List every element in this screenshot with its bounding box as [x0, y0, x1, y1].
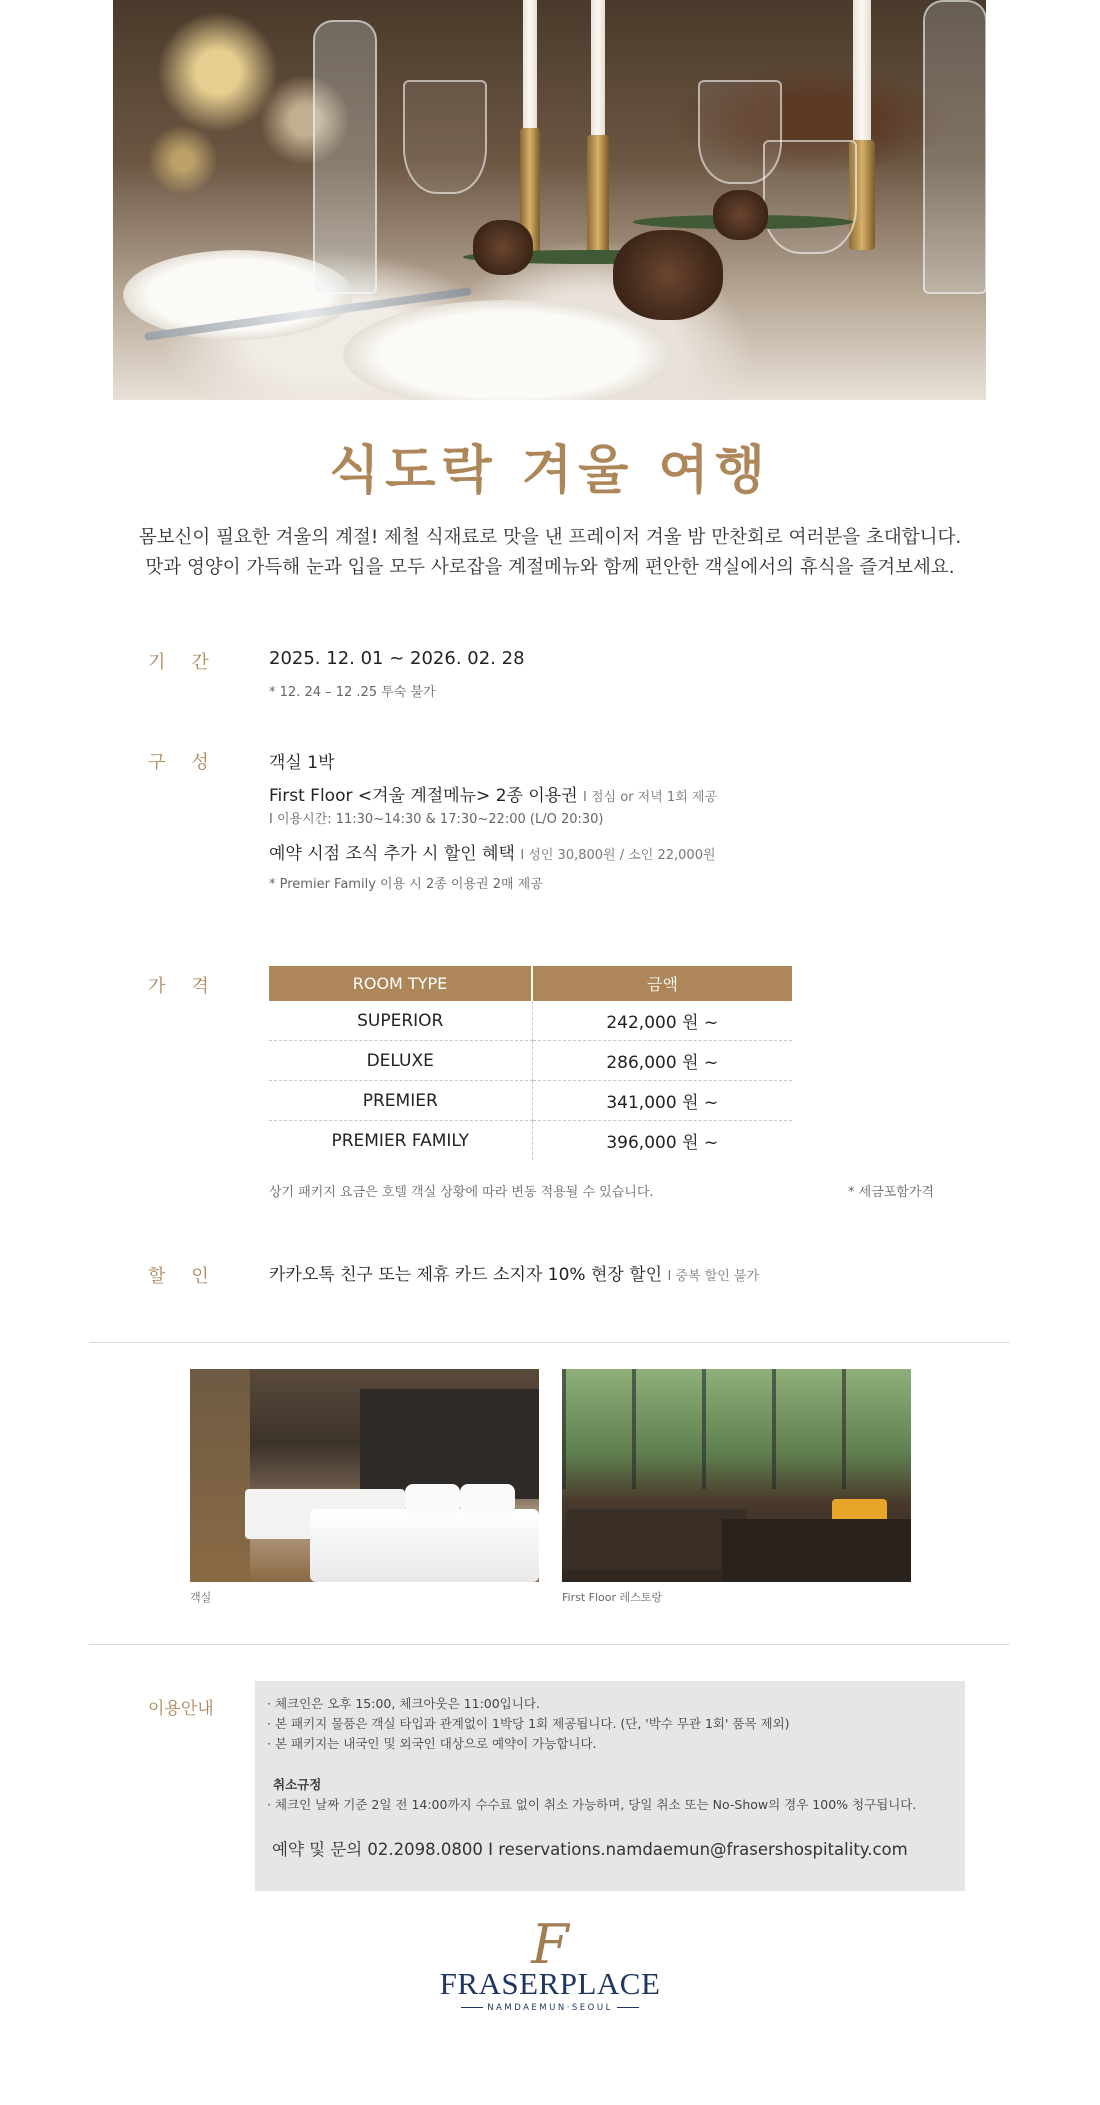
candle-holder	[587, 135, 609, 255]
water-bottle	[923, 0, 986, 294]
composition-breakfast	[269, 839, 716, 864]
divider	[89, 1644, 1010, 1645]
composition-label: 구성	[148, 752, 235, 773]
candle	[853, 0, 871, 140]
header-room-type: ROOM TYPE	[269, 966, 532, 1001]
cancel-title: 취소규정	[273, 1777, 322, 1792]
price-note: 상기 패키지 요금은 호텔 객실 상황에 따라 변동 적용될 수 있습니다.	[269, 1185, 654, 1200]
room-type-cell: SUPERIOR	[269, 1001, 532, 1041]
logo-monogram: F	[531, 1913, 569, 1976]
pine-cone	[613, 230, 723, 320]
logo-name: FRASERPLACE	[439, 1966, 661, 2001]
water-bottle	[313, 20, 377, 294]
breakfast-sub: I 성인 30,800원 / 소인 22,000원	[520, 848, 716, 863]
restaurant-photo	[562, 1369, 911, 1582]
wine-glass	[403, 80, 487, 194]
composition-menu	[269, 781, 717, 806]
room-caption: 객실	[190, 1591, 212, 1604]
breakfast-main: 예약 시점 조식 추가 시 할인 혜택	[269, 844, 515, 864]
price-table	[269, 966, 792, 1160]
info-line-2: · 본 패키지 물품은 객실 타입과 관계없이 1박당 1회 제공됩니다. (단, '박수 무관 1회' 품목 제외)	[267, 1716, 790, 1731]
wine-glass	[763, 140, 857, 254]
discount-text	[269, 1260, 759, 1285]
table-header-row	[269, 966, 792, 1001]
candle	[523, 0, 537, 130]
discount-label: 할인	[148, 1266, 235, 1287]
contact-line: 예약 및 문의 02.2098.0800 I reservations.namdaemun@frasershospitality.com	[272, 1840, 908, 1859]
table-row	[269, 1121, 792, 1161]
logo-sub-text: NAMDAEMUN·SEOUL	[487, 2003, 613, 2013]
page-title: 식도락 겨울 여행	[329, 440, 771, 501]
table-row	[269, 1001, 792, 1041]
menu-hours: I 이용시간: 11:30~14:30 & 17:30~22:00 (L/O 20:30)	[269, 812, 604, 827]
candle	[591, 0, 605, 135]
room-photo	[190, 1369, 539, 1582]
period-note: * 12. 24 – 12 .25 투숙 불가	[269, 685, 436, 700]
family-note: * Premier Family 이용 시 2종 이용권 2매 제공	[269, 877, 543, 892]
fraser-place-logo	[0, 1913, 1100, 2013]
pine-cone	[713, 190, 768, 240]
table-row	[269, 1081, 792, 1121]
amount-cell: 396,000 원 ~	[606, 1133, 719, 1153]
discount-main: 카카오톡 친구 또는 제휴 카드 소지자 10% 현장 할인	[269, 1265, 663, 1285]
plate	[343, 300, 673, 400]
period-label: 기간	[148, 652, 235, 673]
amount-cell: 286,000 원 ~	[532, 1041, 792, 1081]
composition-room: 객실 1박	[269, 753, 335, 773]
cancel-line: · 체크인 날짜 기준 2일 전 14:00까지 수수료 없이 취소 가능하며, 당일 취소 또는 No-Show의 경우 100% 청구됩니다.	[267, 1797, 917, 1812]
table-row	[269, 1041, 792, 1081]
price-label: 가격	[148, 976, 235, 997]
info-label: 이용안내	[148, 1699, 214, 1719]
logo-sub	[0, 2003, 1100, 2013]
restaurant-caption: First Floor 레스토랑	[562, 1591, 663, 1604]
intro-line-1: 몸보신이 필요한 겨울의 계절! 제철 식재료로 맛을 낸 프레이저 겨울 밤 만찬회로 여러분을 초대합니다.	[138, 527, 962, 548]
menu-sub: I 점심 or 저녁 1회 제공	[583, 790, 718, 805]
room-type-cell: PREMIER FAMILY	[269, 1121, 532, 1161]
discount-sub: I 중복 할인 불가	[667, 1269, 760, 1284]
tax-note: * 세금포함가격	[848, 1185, 934, 1200]
room-type-cell: DELUXE	[269, 1041, 532, 1081]
pine-cone	[473, 220, 533, 275]
menu-main: First Floor <겨울 계절메뉴> 2종 이용권	[269, 786, 578, 806]
period-dates: 2025. 12. 01 ~ 2026. 02. 28	[269, 648, 525, 669]
hero-image	[113, 0, 986, 400]
room-type-cell: PREMIER	[269, 1081, 532, 1121]
divider	[89, 1342, 1010, 1343]
intro-line-2: 맛과 영양이 가득해 눈과 입을 모두 사로잡을 계절메뉴와 함께 편안한 객실에서의 휴식을 즐겨보세요.	[145, 557, 955, 578]
header-amount: 금액	[532, 966, 792, 1001]
amount-cell: 341,000 원 ~	[532, 1081, 792, 1121]
amount-cell: 242,000 원 ~	[532, 1001, 792, 1041]
info-line-3: · 본 패키지는 내국인 및 외국인 대상으로 예약이 가능합니다.	[267, 1736, 597, 1751]
info-line-1: · 체크인은 오후 15:00, 체크아웃은 11:00입니다.	[267, 1696, 540, 1711]
